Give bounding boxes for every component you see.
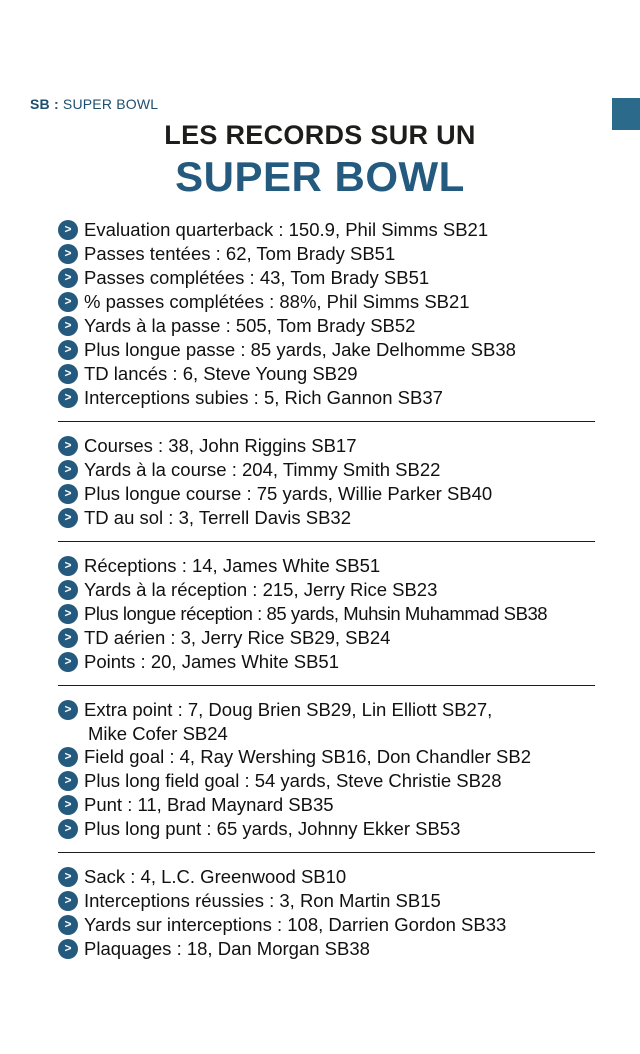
record-text: Interceptions réussies : 3, Ron Martin SB15 <box>84 890 441 911</box>
list-item <box>58 578 598 602</box>
records-group-receiving <box>58 554 598 674</box>
record-text: Plus long punt : 65 yards, Johnny Ekker SB53 <box>84 818 461 839</box>
chevron-right-icon: > <box>58 652 78 672</box>
list-item <box>58 626 598 650</box>
list-item <box>58 745 598 769</box>
record-text: Courses : 38, John Riggins SB17 <box>84 435 357 456</box>
records-group-defense <box>58 865 598 961</box>
list-item <box>58 865 598 889</box>
chevron-right-icon: > <box>58 244 78 264</box>
list-item <box>58 434 598 458</box>
page-title-line2: SUPER BOWL <box>175 153 465 200</box>
records-group-passing <box>58 218 598 410</box>
record-text: Passes tentées : 62, Tom Brady SB51 <box>84 243 396 264</box>
record-text: Yards à la réception : 215, Jerry Rice SB23 <box>84 579 438 600</box>
list-item <box>58 290 598 314</box>
records-list <box>58 218 598 961</box>
list-item <box>58 218 598 242</box>
record-text: Plus longue réception : 85 yards, Muhsin Muhammad SB38 <box>84 603 548 624</box>
list-item <box>58 769 598 793</box>
section-divider <box>58 685 595 686</box>
list-item <box>58 314 598 338</box>
record-text: Plus long field goal : 54 yards, Steve Christie SB28 <box>84 770 502 791</box>
list-item <box>58 362 598 386</box>
chevron-right-icon: > <box>58 604 78 624</box>
record-text: Plus longue passe : 85 yards, Jake Delhomme SB38 <box>84 339 516 360</box>
record-text: Sack : 4, L.C. Greenwood SB10 <box>84 866 347 887</box>
chevron-right-icon: > <box>58 220 78 240</box>
chevron-right-icon: > <box>58 628 78 648</box>
record-text: TD au sol : 3, Terrell Davis SB32 <box>84 507 351 528</box>
list-item <box>58 266 598 290</box>
list-item <box>58 817 598 841</box>
chevron-right-icon: > <box>58 939 78 959</box>
record-text: Yards à la course : 204, Timmy Smith SB22 <box>84 459 441 480</box>
chevron-right-icon: > <box>58 867 78 887</box>
list-item <box>58 554 598 578</box>
records-group-kicking <box>58 698 598 841</box>
chevron-right-icon: > <box>58 364 78 384</box>
list-item <box>58 650 598 674</box>
record-text: Yards sur interceptions : 108, Darrien Gordon SB33 <box>84 914 507 935</box>
list-item <box>58 698 598 722</box>
chevron-right-icon: > <box>58 316 78 336</box>
record-text: Evaluation quarterback : 150.9, Phil Simms SB21 <box>84 219 489 240</box>
chevron-right-icon: > <box>58 268 78 288</box>
record-text: Plus longue course : 75 yards, Willie Parker SB40 <box>84 483 493 504</box>
list-item <box>58 506 598 530</box>
chevron-right-icon: > <box>58 508 78 528</box>
record-text: TD lancés : 6, Steve Young SB29 <box>84 363 358 384</box>
page-title-line1: LES RECORDS SUR UN <box>164 120 476 150</box>
section-divider <box>58 852 595 853</box>
chevron-right-icon: > <box>58 340 78 360</box>
chevron-right-icon: > <box>58 700 78 720</box>
chevron-right-icon: > <box>58 556 78 576</box>
chevron-right-icon: > <box>58 460 78 480</box>
record-text: Réceptions : 14, James White SB51 <box>84 555 381 576</box>
record-text: Extra point : 7, Doug Brien SB29, Lin Elliott SB27, <box>84 699 493 720</box>
record-text: Field goal : 4, Ray Wershing SB16, Don Chandler SB2 <box>84 746 531 767</box>
chevron-right-icon: > <box>58 747 78 767</box>
record-continuation: Mike Cofer SB24 <box>88 723 228 744</box>
chevron-right-icon: > <box>58 915 78 935</box>
running-head <box>30 96 158 112</box>
chevron-right-icon: > <box>58 891 78 911</box>
list-item <box>58 937 598 961</box>
list-item <box>58 913 598 937</box>
chevron-right-icon: > <box>58 771 78 791</box>
chevron-right-icon: > <box>58 580 78 600</box>
list-item <box>58 458 598 482</box>
chevron-right-icon: > <box>58 436 78 456</box>
list-item <box>58 889 598 913</box>
running-head-abbr: SB : <box>30 96 59 112</box>
record-text: Punt : 11, Brad Maynard SB35 <box>84 794 334 815</box>
list-item <box>58 602 598 626</box>
chevron-right-icon: > <box>58 484 78 504</box>
chevron-right-icon: > <box>58 819 78 839</box>
list-item <box>58 482 598 506</box>
records-group-rushing <box>58 434 598 530</box>
list-item <box>58 242 598 266</box>
record-text: Interceptions subies : 5, Rich Gannon SB37 <box>84 387 443 408</box>
record-text: Passes complétées : 43, Tom Brady SB51 <box>84 267 430 288</box>
section-divider <box>58 421 595 422</box>
list-item <box>58 338 598 362</box>
list-item <box>58 793 598 817</box>
record-text: Plaquages : 18, Dan Morgan SB38 <box>84 938 370 959</box>
running-head-text: SUPER BOWL <box>62 96 159 112</box>
record-text: % passes complétées : 88%, Phil Simms SB21 <box>84 291 470 312</box>
chevron-right-icon: > <box>58 795 78 815</box>
section-divider <box>58 541 595 542</box>
chevron-right-icon: > <box>58 388 78 408</box>
record-text: Points : 20, James White SB51 <box>84 651 340 672</box>
record-text: Yards à la passe : 505, Tom Brady SB52 <box>84 315 416 336</box>
list-item <box>58 386 598 410</box>
chevron-right-icon: > <box>58 292 78 312</box>
record-text: TD aérien : 3, Jerry Rice SB29, SB24 <box>84 627 391 648</box>
